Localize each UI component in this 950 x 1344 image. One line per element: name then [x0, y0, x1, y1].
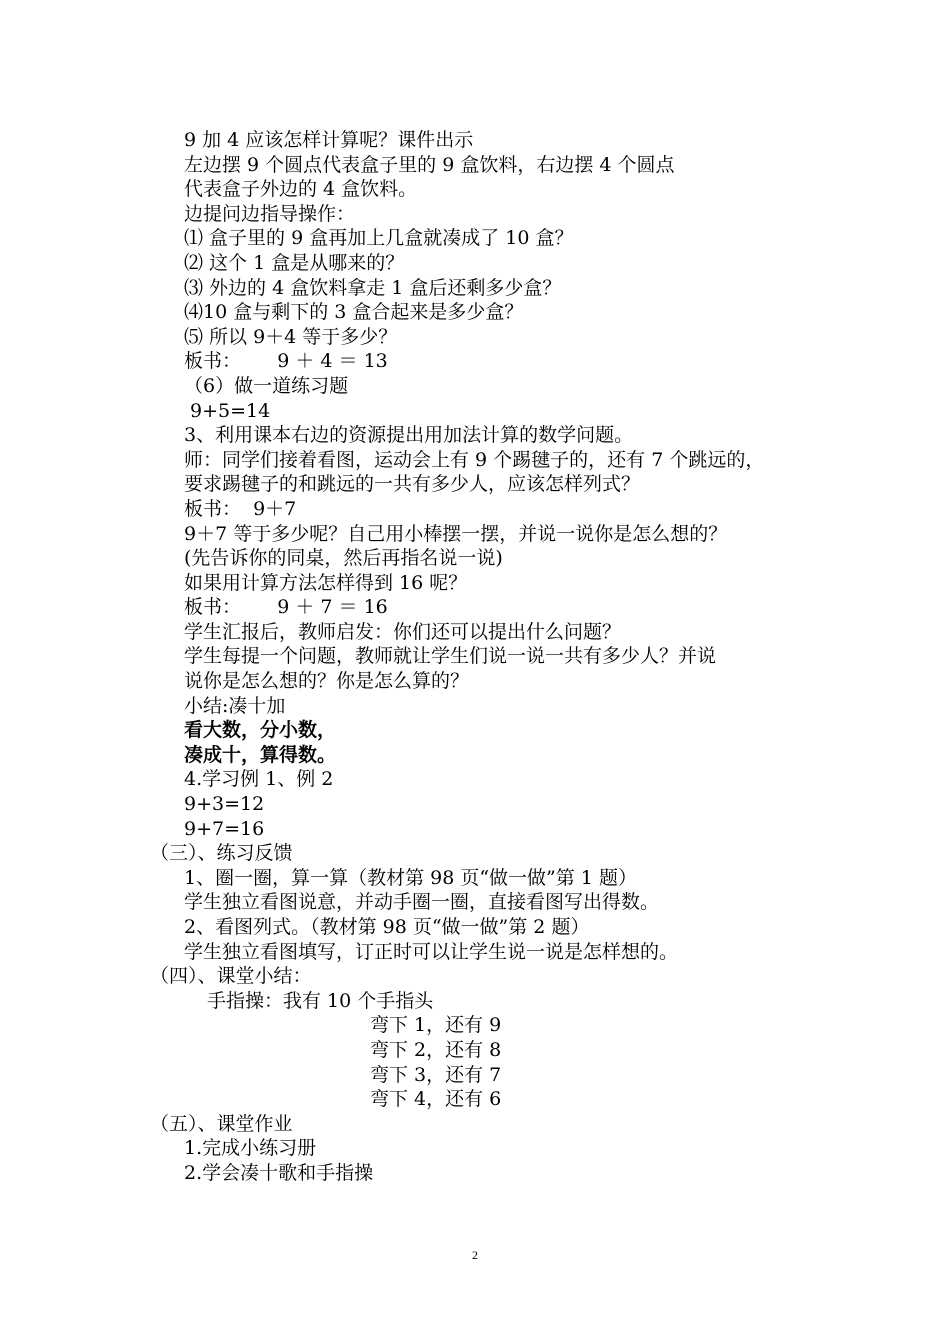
section-heading: （五）、课堂作业	[150, 1112, 293, 1135]
text-line: 说你是怎么想的？你是怎么算的？	[184, 670, 470, 693]
text-line: 要求踢毽子的和跳远的一共有多少人，应该怎样列式？	[184, 473, 641, 496]
text-line: （6）做一道练习题	[184, 374, 349, 397]
section-heading: （四）、课堂小结：	[150, 965, 312, 988]
text-line: 1.完成小练习册	[184, 1137, 317, 1160]
text-line: 如果用计算方法怎样得到 16 呢？	[184, 571, 468, 594]
text-line: 9＋7 等于多少呢？自己用小棒摆一摆，并说一说你是怎么想的？	[184, 522, 728, 545]
text-line: 9+7=16	[184, 817, 265, 840]
summary-title: 小结:凑十加	[184, 694, 286, 717]
text-line: 左边摆 9 个圆点代表盒子里的 9 盒饮料，右边摆 4 个圆点	[184, 153, 675, 176]
board-writing: 板书： 9＋7	[184, 497, 297, 520]
section-heading: （三）、练习反馈	[150, 842, 293, 865]
summary-rhyme-line: 看大数，分小数，	[184, 719, 337, 742]
text-line: ⑷10 盒与剩下的 3 盒合起来是多少盒？	[184, 301, 524, 324]
text-line: ⑸ 所以 9＋4 等于多少？	[184, 325, 398, 348]
text-line: 3、利用课本右边的资源提出用加法计算的数学问题。	[184, 424, 634, 447]
text-line: ⑶ 外边的 4 盒饮料拿走 1 盒后还剩多少盒？	[184, 276, 562, 299]
text-line: 1、圈一圈，算一算（教材第 98 页“做一做”第 1 题）	[184, 866, 637, 889]
finger-rhyme-line: 弯下 2，还有 8	[370, 1038, 502, 1061]
text-line: (先告诉你的同桌，然后再指名说一说)	[184, 547, 503, 570]
document-body	[150, 128, 850, 1186]
finger-rhyme-line: 弯下 3，还有 7	[370, 1063, 502, 1086]
finger-rhyme-line: 弯下 4，还有 6	[370, 1088, 502, 1111]
text-line: 师：同学们接着看图，运动会上有 9 个踢毽子的，还有 7 个跳远的，	[184, 448, 765, 471]
text-line: 9 加 4 应该怎样计算呢？课件出示	[184, 129, 474, 151]
summary-rhyme-line: 凑成十，算得数。	[184, 743, 337, 766]
text-line: ⑴ 盒子里的 9 盒再加上几盒就凑成了 10 盒？	[184, 227, 574, 250]
text-line: 2、看图列式。（教材第 98 页“做一做”第 2 题）	[184, 916, 590, 938]
board-writing: 板书： 9 ＋ 7 ＝ 16	[184, 596, 388, 619]
text-line: 边提问边指导操作：	[184, 202, 356, 225]
text-line: 学生独立看图填写，订正时可以让学生说一说是怎样想的。	[184, 940, 679, 963]
text-line: 学生独立看图说意，并动手圈一圈，直接看图写出得数。	[184, 891, 660, 914]
text-line: 代表盒子外边的 4 盒饮料。	[184, 178, 418, 201]
text-line: 9+3=12	[184, 793, 265, 816]
text-line: 学生汇报后，教师启发：你们还可以提出什么问题？	[184, 620, 622, 643]
text-line: ⑵ 这个 1 盒是从哪来的？	[184, 251, 405, 274]
finger-rhyme-line: 弯下 1，还有 9	[370, 1014, 502, 1037]
text-line: 手指操：我有 10 个手指头	[207, 989, 434, 1012]
text-line: 9+5=14	[184, 399, 271, 422]
text-line: 4.学习例 1、例 2	[184, 768, 334, 791]
page-number: 2	[472, 1248, 478, 1262]
board-writing: 板书： 9 ＋ 4 ＝ 13	[184, 350, 388, 373]
text-line: 2.学会凑十歌和手指操	[184, 1161, 374, 1184]
text-line: 学生每提一个问题，教师就让学生们说一说一共有多少人？并说	[184, 645, 717, 668]
